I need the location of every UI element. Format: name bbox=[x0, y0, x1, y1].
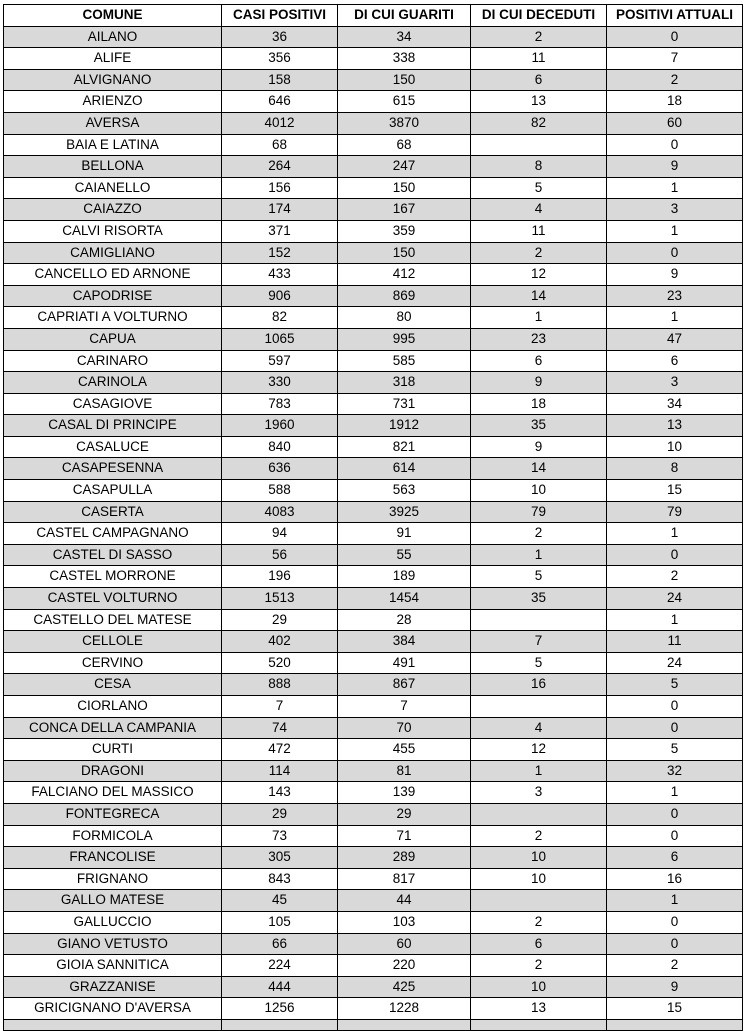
cell-deceduti: 13 bbox=[471, 91, 607, 113]
cell-casi-positivi: 646 bbox=[222, 91, 338, 113]
header-comune: COMUNE bbox=[4, 5, 222, 27]
cell-deceduti: 5 bbox=[471, 566, 607, 588]
cell-positivi-attuali: 15 bbox=[607, 998, 743, 1020]
table-row bbox=[4, 739, 743, 761]
cell-positivi-attuali: 6 bbox=[607, 847, 743, 869]
cell-deceduti: 10 bbox=[471, 868, 607, 890]
header-row bbox=[4, 5, 743, 27]
cell-guariti: 491 bbox=[338, 652, 471, 674]
cell-deceduti: 5 bbox=[471, 652, 607, 674]
cell-deceduti: 9 bbox=[471, 372, 607, 394]
cell-comune: BELLONA bbox=[4, 156, 222, 178]
cell-comune: FRIGNANO bbox=[4, 868, 222, 890]
cell-guariti: 1454 bbox=[338, 588, 471, 610]
table-row bbox=[4, 156, 743, 178]
cell-comune: CARINOLA bbox=[4, 372, 222, 394]
cell-comune: CASALUCE bbox=[4, 436, 222, 458]
cell-comune: FORMICOLA bbox=[4, 825, 222, 847]
table-row bbox=[4, 998, 743, 1020]
cell-casi-positivi: 472 bbox=[222, 739, 338, 761]
cell-comune: GIANO VETUSTO bbox=[4, 933, 222, 955]
cell-guariti: 821 bbox=[338, 436, 471, 458]
cell-casi-positivi: 4012 bbox=[222, 112, 338, 134]
cell-comune: GALLUCCIO bbox=[4, 911, 222, 933]
cell-comune: CASAL DI PRINCIPE bbox=[4, 415, 222, 437]
cell-positivi-attuali: 0 bbox=[607, 696, 743, 718]
cell-deceduti: 1 bbox=[471, 760, 607, 782]
cell-deceduti: 2 bbox=[471, 911, 607, 933]
cell-comune: CURTI bbox=[4, 739, 222, 761]
cell-comune: AILANO bbox=[4, 26, 222, 48]
cell-positivi-attuali: 2 bbox=[607, 69, 743, 91]
table-row bbox=[4, 285, 743, 307]
table-row bbox=[4, 134, 743, 156]
cell-comune: CASAPULLA bbox=[4, 480, 222, 502]
cell-positivi-attuali: 0 bbox=[607, 26, 743, 48]
header-guariti: DI CUI GUARITI bbox=[338, 5, 471, 27]
cell-casi-positivi: 356 bbox=[222, 48, 338, 70]
cell-casi-positivi: 45 bbox=[222, 890, 338, 912]
cell-positivi-attuali: 9 bbox=[607, 156, 743, 178]
cell-deceduti: 2 bbox=[471, 242, 607, 264]
cell-comune: CASTEL VOLTURNO bbox=[4, 588, 222, 610]
table-row bbox=[4, 847, 743, 869]
table-row bbox=[4, 328, 743, 350]
cell-casi-positivi: 444 bbox=[222, 976, 338, 998]
cell-deceduti: 10 bbox=[471, 847, 607, 869]
cell-casi-positivi: 224 bbox=[222, 955, 338, 977]
cell-guariti: 103 bbox=[338, 911, 471, 933]
cell-casi-positivi: 156 bbox=[222, 177, 338, 199]
cell-positivi-attuali: 10 bbox=[607, 436, 743, 458]
cell-comune: ALVIGNANO bbox=[4, 69, 222, 91]
cell-positivi-attuali: 5 bbox=[607, 739, 743, 761]
cell-deceduti bbox=[471, 609, 607, 631]
cell-positivi-attuali: 16 bbox=[607, 868, 743, 890]
cell-guariti: 318 bbox=[338, 372, 471, 394]
table-row bbox=[4, 480, 743, 502]
cell-deceduti: 2 bbox=[471, 523, 607, 545]
table-row bbox=[4, 868, 743, 890]
cell-comune: CASTEL DI SASSO bbox=[4, 544, 222, 566]
cell-deceduti: 4 bbox=[471, 717, 607, 739]
table-row bbox=[4, 544, 743, 566]
cell-deceduti bbox=[471, 890, 607, 912]
cell-casi-positivi: 264 bbox=[222, 156, 338, 178]
cell-casi-positivi: 143 bbox=[222, 782, 338, 804]
cell-comune: GRICIGNANO D'AVERSA bbox=[4, 998, 222, 1020]
cell-guariti: 384 bbox=[338, 631, 471, 653]
cell-comune: CANCELLO ED ARNONE bbox=[4, 264, 222, 286]
cell-positivi-attuali: 47 bbox=[607, 328, 743, 350]
cell-deceduti bbox=[471, 134, 607, 156]
cell-guariti: 139 bbox=[338, 782, 471, 804]
cell-positivi-attuali: 0 bbox=[607, 933, 743, 955]
empty-cell bbox=[607, 1019, 743, 1030]
cell-positivi-attuali: 24 bbox=[607, 588, 743, 610]
cell-casi-positivi: 196 bbox=[222, 566, 338, 588]
empty-cell bbox=[4, 1019, 222, 1030]
cell-casi-positivi: 520 bbox=[222, 652, 338, 674]
table-row bbox=[4, 48, 743, 70]
cell-positivi-attuali: 0 bbox=[607, 242, 743, 264]
cell-positivi-attuali: 1 bbox=[607, 177, 743, 199]
cell-comune: CAPODRISE bbox=[4, 285, 222, 307]
cell-positivi-attuali: 60 bbox=[607, 112, 743, 134]
table-row bbox=[4, 976, 743, 998]
cell-positivi-attuali: 23 bbox=[607, 285, 743, 307]
cell-casi-positivi: 68 bbox=[222, 134, 338, 156]
cell-guariti: 585 bbox=[338, 350, 471, 372]
header-deceduti: DI CUI DECEDUTI bbox=[471, 5, 607, 27]
cell-positivi-attuali: 1 bbox=[607, 523, 743, 545]
cell-positivi-attuali: 15 bbox=[607, 480, 743, 502]
cell-comune: GALLO MATESE bbox=[4, 890, 222, 912]
cell-comune: GIOIA SANNITICA bbox=[4, 955, 222, 977]
cell-guariti: 869 bbox=[338, 285, 471, 307]
cell-positivi-attuali: 3 bbox=[607, 199, 743, 221]
cell-comune: CERVINO bbox=[4, 652, 222, 674]
table-row bbox=[4, 955, 743, 977]
cell-positivi-attuali: 1 bbox=[607, 609, 743, 631]
table-row bbox=[4, 760, 743, 782]
empty-cell bbox=[338, 1019, 471, 1030]
header-positivi-attuali: POSITIVI ATTUALI bbox=[607, 5, 743, 27]
cell-casi-positivi: 1256 bbox=[222, 998, 338, 1020]
cell-deceduti: 6 bbox=[471, 350, 607, 372]
cell-deceduti: 7 bbox=[471, 631, 607, 653]
cell-casi-positivi: 174 bbox=[222, 199, 338, 221]
cell-comune: ALIFE bbox=[4, 48, 222, 70]
cell-deceduti bbox=[471, 696, 607, 718]
cell-deceduti: 12 bbox=[471, 264, 607, 286]
cell-positivi-attuali: 7 bbox=[607, 48, 743, 70]
cell-casi-positivi: 56 bbox=[222, 544, 338, 566]
cell-positivi-attuali: 0 bbox=[607, 717, 743, 739]
cell-casi-positivi: 305 bbox=[222, 847, 338, 869]
cell-casi-positivi: 66 bbox=[222, 933, 338, 955]
cell-guariti: 338 bbox=[338, 48, 471, 70]
cell-guariti: 150 bbox=[338, 177, 471, 199]
cell-positivi-attuali: 5 bbox=[607, 674, 743, 696]
cell-positivi-attuali: 9 bbox=[607, 264, 743, 286]
cell-casi-positivi: 588 bbox=[222, 480, 338, 502]
cell-casi-positivi: 94 bbox=[222, 523, 338, 545]
cell-comune: ARIENZO bbox=[4, 91, 222, 113]
cell-guariti: 150 bbox=[338, 69, 471, 91]
cell-guariti: 289 bbox=[338, 847, 471, 869]
cell-comune: DRAGONI bbox=[4, 760, 222, 782]
cell-casi-positivi: 29 bbox=[222, 803, 338, 825]
cell-comune: CAIAZZO bbox=[4, 199, 222, 221]
table-row bbox=[4, 91, 743, 113]
header-casi-positivi: CASI POSITIVI bbox=[222, 5, 338, 27]
cell-guariti: 412 bbox=[338, 264, 471, 286]
cell-deceduti bbox=[471, 803, 607, 825]
cell-positivi-attuali: 1 bbox=[607, 307, 743, 329]
table-row bbox=[4, 803, 743, 825]
cell-comune: CASTEL MORRONE bbox=[4, 566, 222, 588]
table-row bbox=[4, 69, 743, 91]
cell-positivi-attuali: 1 bbox=[607, 220, 743, 242]
table-row bbox=[4, 458, 743, 480]
cell-deceduti: 3 bbox=[471, 782, 607, 804]
cell-casi-positivi: 152 bbox=[222, 242, 338, 264]
table-row-partial bbox=[4, 1019, 743, 1030]
cell-deceduti: 11 bbox=[471, 48, 607, 70]
cell-guariti: 71 bbox=[338, 825, 471, 847]
cell-guariti: 68 bbox=[338, 134, 471, 156]
cell-casi-positivi: 74 bbox=[222, 717, 338, 739]
empty-cell bbox=[222, 1019, 338, 1030]
table-row bbox=[4, 26, 743, 48]
table-row bbox=[4, 393, 743, 415]
cell-positivi-attuali: 79 bbox=[607, 501, 743, 523]
cell-casi-positivi: 1513 bbox=[222, 588, 338, 610]
cell-guariti: 867 bbox=[338, 674, 471, 696]
cell-guariti: 731 bbox=[338, 393, 471, 415]
empty-cell bbox=[471, 1019, 607, 1030]
cell-positivi-attuali: 1 bbox=[607, 890, 743, 912]
cell-comune: CASTELLO DEL MATESE bbox=[4, 609, 222, 631]
cell-comune: CASAPESENNA bbox=[4, 458, 222, 480]
cell-deceduti: 12 bbox=[471, 739, 607, 761]
table-row bbox=[4, 674, 743, 696]
cell-deceduti: 2 bbox=[471, 955, 607, 977]
table-row bbox=[4, 415, 743, 437]
cell-guariti: 44 bbox=[338, 890, 471, 912]
cell-casi-positivi: 330 bbox=[222, 372, 338, 394]
cell-casi-positivi: 906 bbox=[222, 285, 338, 307]
cell-casi-positivi: 843 bbox=[222, 868, 338, 890]
cell-positivi-attuali: 0 bbox=[607, 911, 743, 933]
cell-positivi-attuali: 34 bbox=[607, 393, 743, 415]
cell-positivi-attuali: 2 bbox=[607, 955, 743, 977]
cell-guariti: 29 bbox=[338, 803, 471, 825]
cell-deceduti: 18 bbox=[471, 393, 607, 415]
cell-guariti: 7 bbox=[338, 696, 471, 718]
cell-deceduti: 14 bbox=[471, 458, 607, 480]
cell-guariti: 817 bbox=[338, 868, 471, 890]
cell-casi-positivi: 1960 bbox=[222, 415, 338, 437]
cell-casi-positivi: 433 bbox=[222, 264, 338, 286]
cell-casi-positivi: 4083 bbox=[222, 501, 338, 523]
table-row bbox=[4, 782, 743, 804]
cell-guariti: 615 bbox=[338, 91, 471, 113]
cell-deceduti: 6 bbox=[471, 933, 607, 955]
cell-guariti: 60 bbox=[338, 933, 471, 955]
table-row bbox=[4, 307, 743, 329]
table-row bbox=[4, 220, 743, 242]
cell-guariti: 150 bbox=[338, 242, 471, 264]
cell-positivi-attuali: 18 bbox=[607, 91, 743, 113]
cell-guariti: 220 bbox=[338, 955, 471, 977]
cell-positivi-attuali: 11 bbox=[607, 631, 743, 653]
cell-deceduti: 35 bbox=[471, 415, 607, 437]
table-row bbox=[4, 652, 743, 674]
cell-comune: FALCIANO DEL MASSICO bbox=[4, 782, 222, 804]
cell-casi-positivi: 36 bbox=[222, 26, 338, 48]
cell-comune: BAIA E LATINA bbox=[4, 134, 222, 156]
table-row bbox=[4, 588, 743, 610]
cell-deceduti: 13 bbox=[471, 998, 607, 1020]
table-row bbox=[4, 890, 743, 912]
cell-positivi-attuali: 0 bbox=[607, 544, 743, 566]
cell-casi-positivi: 636 bbox=[222, 458, 338, 480]
cell-comune: CASERTA bbox=[4, 501, 222, 523]
cell-deceduti: 23 bbox=[471, 328, 607, 350]
cell-guariti: 614 bbox=[338, 458, 471, 480]
table-row bbox=[4, 696, 743, 718]
cell-deceduti: 10 bbox=[471, 976, 607, 998]
cell-deceduti: 82 bbox=[471, 112, 607, 134]
cell-casi-positivi: 840 bbox=[222, 436, 338, 458]
cell-positivi-attuali: 1 bbox=[607, 782, 743, 804]
cell-casi-positivi: 105 bbox=[222, 911, 338, 933]
cell-comune: CELLOLE bbox=[4, 631, 222, 653]
cell-comune: CIORLANO bbox=[4, 696, 222, 718]
cell-guariti: 91 bbox=[338, 523, 471, 545]
cell-deceduti: 1 bbox=[471, 307, 607, 329]
cell-positivi-attuali: 24 bbox=[607, 652, 743, 674]
cell-casi-positivi: 402 bbox=[222, 631, 338, 653]
cell-guariti: 455 bbox=[338, 739, 471, 761]
cell-casi-positivi: 82 bbox=[222, 307, 338, 329]
cell-comune: CALVI RISORTA bbox=[4, 220, 222, 242]
cell-casi-positivi: 597 bbox=[222, 350, 338, 372]
cell-deceduti: 79 bbox=[471, 501, 607, 523]
cell-guariti: 34 bbox=[338, 26, 471, 48]
cell-deceduti: 11 bbox=[471, 220, 607, 242]
cell-deceduti: 10 bbox=[471, 480, 607, 502]
cell-deceduti: 2 bbox=[471, 26, 607, 48]
cell-comune: FRANCOLISE bbox=[4, 847, 222, 869]
cell-casi-positivi: 371 bbox=[222, 220, 338, 242]
cell-deceduti: 5 bbox=[471, 177, 607, 199]
cell-guariti: 1228 bbox=[338, 998, 471, 1020]
table-row bbox=[4, 112, 743, 134]
cell-positivi-attuali: 13 bbox=[607, 415, 743, 437]
cell-guariti: 80 bbox=[338, 307, 471, 329]
cell-guariti: 81 bbox=[338, 760, 471, 782]
cell-casi-positivi: 158 bbox=[222, 69, 338, 91]
table-row bbox=[4, 566, 743, 588]
cell-deceduti: 8 bbox=[471, 156, 607, 178]
cell-positivi-attuali: 0 bbox=[607, 825, 743, 847]
cell-guariti: 70 bbox=[338, 717, 471, 739]
cell-comune: CASAGIOVE bbox=[4, 393, 222, 415]
cell-comune: GRAZZANISE bbox=[4, 976, 222, 998]
cell-comune: CASTEL CAMPAGNANO bbox=[4, 523, 222, 545]
cell-comune: CAPUA bbox=[4, 328, 222, 350]
cell-positivi-attuali: 0 bbox=[607, 134, 743, 156]
cell-positivi-attuali: 32 bbox=[607, 760, 743, 782]
cell-comune: FONTEGRECA bbox=[4, 803, 222, 825]
cell-positivi-attuali: 9 bbox=[607, 976, 743, 998]
cell-guariti: 995 bbox=[338, 328, 471, 350]
covid-table bbox=[3, 4, 743, 1031]
cell-positivi-attuali: 6 bbox=[607, 350, 743, 372]
cell-guariti: 189 bbox=[338, 566, 471, 588]
cell-casi-positivi: 1065 bbox=[222, 328, 338, 350]
cell-deceduti: 4 bbox=[471, 199, 607, 221]
table-row bbox=[4, 372, 743, 394]
cell-guariti: 3925 bbox=[338, 501, 471, 523]
cell-comune: CAIANELLO bbox=[4, 177, 222, 199]
table-row bbox=[4, 523, 743, 545]
cell-comune: CESA bbox=[4, 674, 222, 696]
cell-casi-positivi: 783 bbox=[222, 393, 338, 415]
cell-positivi-attuali: 0 bbox=[607, 803, 743, 825]
cell-guariti: 359 bbox=[338, 220, 471, 242]
table-row bbox=[4, 609, 743, 631]
table-row bbox=[4, 501, 743, 523]
table-row bbox=[4, 717, 743, 739]
cell-comune: CAMIGLIANO bbox=[4, 242, 222, 264]
table-row bbox=[4, 350, 743, 372]
cell-casi-positivi: 888 bbox=[222, 674, 338, 696]
table-row bbox=[4, 264, 743, 286]
cell-guariti: 425 bbox=[338, 976, 471, 998]
table-row bbox=[4, 631, 743, 653]
table-row bbox=[4, 177, 743, 199]
cell-casi-positivi: 73 bbox=[222, 825, 338, 847]
cell-deceduti: 16 bbox=[471, 674, 607, 696]
cell-casi-positivi: 7 bbox=[222, 696, 338, 718]
table-row bbox=[4, 242, 743, 264]
table-row bbox=[4, 436, 743, 458]
cell-guariti: 1912 bbox=[338, 415, 471, 437]
table-row bbox=[4, 933, 743, 955]
cell-deceduti: 1 bbox=[471, 544, 607, 566]
table-row bbox=[4, 199, 743, 221]
table-row bbox=[4, 911, 743, 933]
cell-positivi-attuali: 8 bbox=[607, 458, 743, 480]
cell-guariti: 28 bbox=[338, 609, 471, 631]
cell-guariti: 55 bbox=[338, 544, 471, 566]
cell-positivi-attuali: 2 bbox=[607, 566, 743, 588]
cell-guariti: 167 bbox=[338, 199, 471, 221]
cell-guariti: 3870 bbox=[338, 112, 471, 134]
cell-comune: CAPRIATI A VOLTURNO bbox=[4, 307, 222, 329]
cell-comune: CARINARO bbox=[4, 350, 222, 372]
cell-deceduti: 35 bbox=[471, 588, 607, 610]
cell-positivi-attuali: 3 bbox=[607, 372, 743, 394]
cell-deceduti: 14 bbox=[471, 285, 607, 307]
cell-casi-positivi: 114 bbox=[222, 760, 338, 782]
cell-deceduti: 2 bbox=[471, 825, 607, 847]
cell-comune: AVERSA bbox=[4, 112, 222, 134]
cell-deceduti: 6 bbox=[471, 69, 607, 91]
table-row bbox=[4, 825, 743, 847]
cell-guariti: 247 bbox=[338, 156, 471, 178]
cell-deceduti: 9 bbox=[471, 436, 607, 458]
cell-comune: CONCA DELLA CAMPANIA bbox=[4, 717, 222, 739]
cell-casi-positivi: 29 bbox=[222, 609, 338, 631]
cell-guariti: 563 bbox=[338, 480, 471, 502]
